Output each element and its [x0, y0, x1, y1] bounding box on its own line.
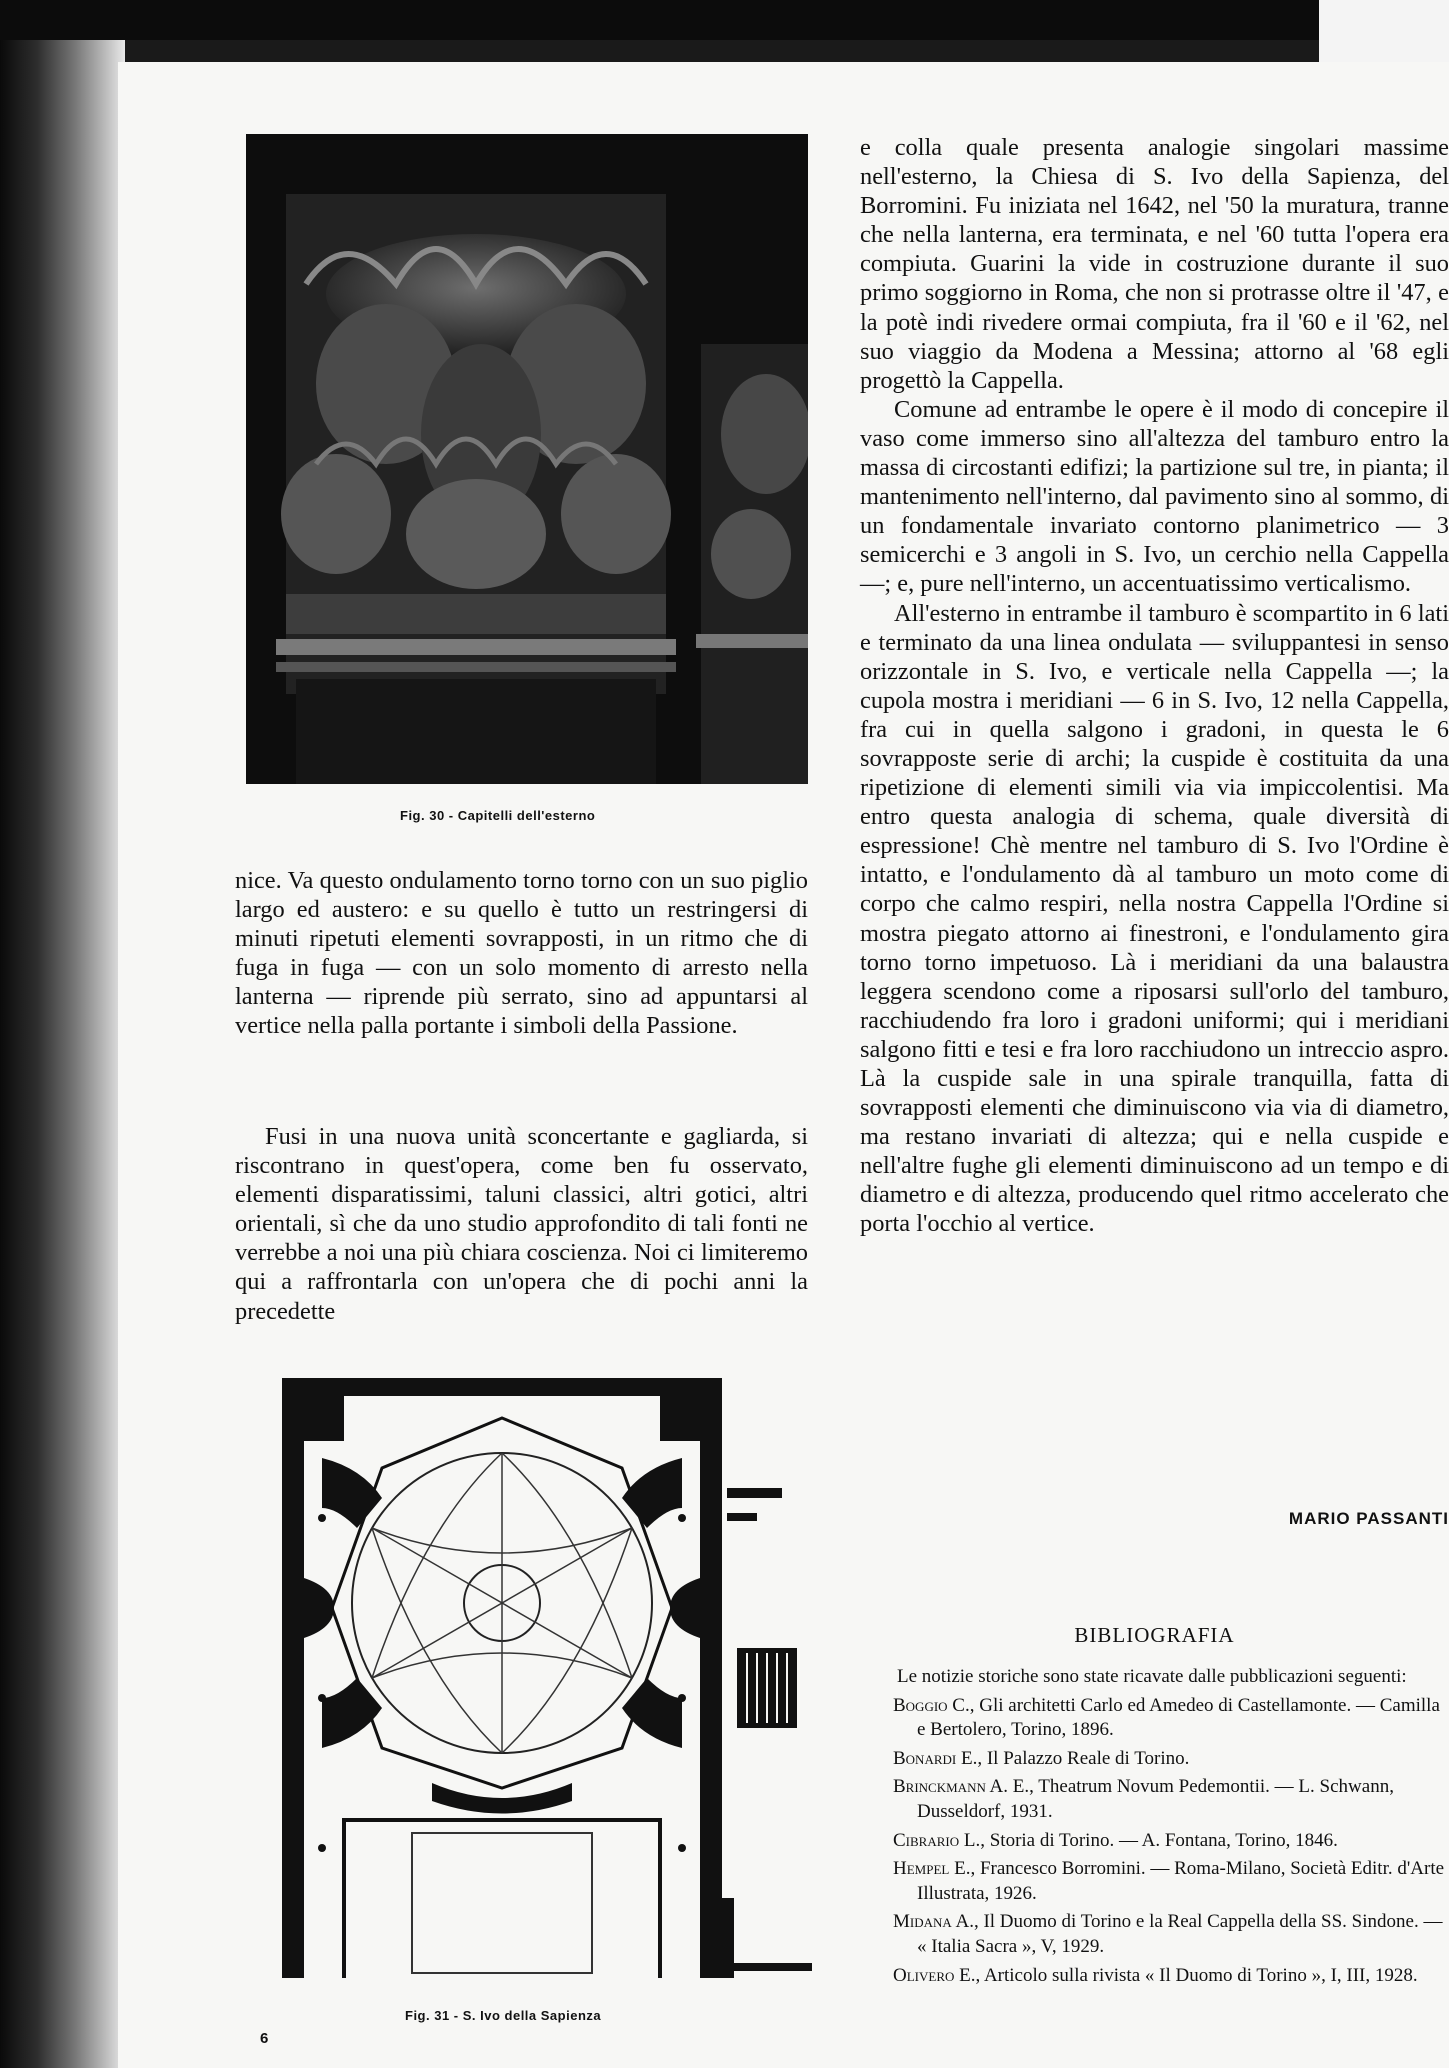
- bibliography-entry: [893, 1775, 1449, 1824]
- entry-details: , Theatrum Novum Pedemontii. — L. Schwann, Dusseldorf, 1931.: [917, 1776, 1394, 1822]
- book-spine-shadow: [0, 40, 125, 2068]
- capitals-photo: [246, 134, 808, 784]
- right-column: [860, 133, 1449, 1239]
- bibliography-list: [893, 1665, 1449, 1992]
- bibliography-intro: Le notizie storiche sono state ricavate dalle pubblicazioni seguenti:: [897, 1666, 1407, 1687]
- capitals-photo-image: [246, 134, 808, 784]
- paragraph-text: Comune ad entrambe le opere è il modo di concepire il vaso come immerso sino all'altezza del tamburo entro la massa di circostanti edifizi; la partizione sul tre, in pianta; il mantenimento nell'interno, dal pavimento sino al sommo, di un fondamentale invariato contorno planimetrico — 3 semicerchi e 3 angoli in S. Ivo, un cerchio nella Cappella —; e, pure nell'interno, un accentuatissimo verticalismo.: [860, 395, 1449, 598]
- entry-author: Boggio C.: [893, 1694, 970, 1716]
- adjacent-page-corner: [1319, 0, 1449, 62]
- entry-author: Bonardi E.: [893, 1747, 978, 1769]
- entry-author: Olivero E.: [893, 1964, 976, 1986]
- floor-plan-figure: [282, 1378, 827, 1988]
- entry-author: Cibrario L.: [893, 1829, 981, 1851]
- left-column-paragraph-1: [235, 866, 808, 1041]
- bibliography-entry: [893, 1829, 1449, 1854]
- paragraph-text: e colla quale presenta analogie singolari massime nell'esterno, la Chiesa di S. Ivo della Sapienza, del Borromini. Fu iniziata nel 1642, nel '50 la muratura, tranne che nella lanterna, era terminata, e nel '60 tutta l'opera era compiuta. Guarini la vide in costruzione durante il suo primo soggiorno in Roma, che non si protrasse oltre il '47, e la potè indi rivedere ormai compiuta, fra il '60 e il '62, nel suo viaggio da Modena a Messina; attorno al '68 egli progettò la Cappella.: [860, 134, 1449, 394]
- entry-details: , Gli architetti Carlo ed Amedeo di Castellamonte. — Camilla e Bertolero, Torino, 1896.: [917, 1694, 1440, 1741]
- paragraph-text: All'esterno in entrambe il tamburo è scompartito in 6 lati e terminato da una linea ondulata — sviluppantesi in senso orizzontale in S. Ivo, e verticale nella Cappella —; la cupola mostra i meridiani — 6 in S. Ivo, 12 nella Cappella, fra cui in quella salgono i gradoni, in questa le 6 sovrapposte serie di archi; la cuspide è costituita da una ripetizione di elementi simili via via impiccolentisi. Ma entro questa analogia di schema, quale diversità di espressione! Chè mentre nel tamburo di S. Ivo l'Ordine è intatto, e l'ondulamento dà al tamburo un moto come di corpo che calmo respiri, nella nostra Cappella l'Ordine si mostra piegato attorno ai finestroni, e l'ondulamento gira torno torno impetuoso. Là i meridiani da una balaustra leggera scendono come a riposarsi sull'orlo del tamburo, racchiudendo fra loro i gradoni uniformi; qui i meridiani salgono fitti e tesi e fra loro racchiudono un intreccio aspro. Là la cuspide sale in una spirale tranquilla, fatta di sovrapposti elementi che diminuiscono via via di diametro, ma restano invariati di altezza; qui e nella cuspide e nell'altre fughe gli elementi diminuiscono ad un tempo e di diametro e di altezza, producendo quel ritmo accelerato che porta l'occhio al vertice.: [860, 599, 1449, 1238]
- bibliography-entry: [893, 1694, 1449, 1743]
- entry-author: Brinckmann A. E.: [893, 1776, 1030, 1798]
- entry-author: Midana A.: [893, 1911, 974, 1933]
- floor-plan-drawing: [282, 1378, 827, 1988]
- entry-details: , Storia di Torino. — A. Fontana, Torino, 1846.: [980, 1829, 1338, 1851]
- entry-author: Hempel E.: [893, 1858, 971, 1880]
- entry-details: , Il Palazzo Reale di Torino.: [977, 1747, 1190, 1769]
- figure-caption-bottom: Fig. 31 - S. Ivo della Sapienza: [405, 2008, 602, 2023]
- bibliography-entry: [893, 1857, 1449, 1906]
- bibliography-entry: [893, 1910, 1449, 1959]
- bibliography-title: BIBLIOGRAFIA: [1074, 1623, 1235, 1647]
- entry-details: , Articolo sulla rivista « Il Duomo di Torino », I, III, 1928.: [975, 1964, 1418, 1986]
- paragraph-text: nice. Va questo ondulamento torno torno con un suo piglio largo ed austero: e su quello è tutto un restringersi di minuti ripetuti elementi sovrapposti, in un ritmo che di fuga in fuga — con un solo momento di arresto nella lanterna — riprende più serrato, sino ad appuntarsi al vertice nella palla portante i simboli della Passione.: [235, 867, 808, 1040]
- bibliography-entry: [893, 1747, 1449, 1772]
- left-column-paragraph-2: [235, 1122, 808, 1326]
- page-number: 6: [260, 2030, 269, 2047]
- author-signature: MARIO PASSANTI: [1288, 1509, 1449, 1528]
- entry-details: , Il Duomo di Torino e la Real Cappella della SS. Sindone. — « Italia Sacra », V, 1929.: [917, 1911, 1443, 1957]
- figure-caption-top: Fig. 30 - Capitelli dell'esterno: [400, 808, 596, 823]
- scan-top-border: [0, 0, 1449, 40]
- bibliography-entry: [893, 1964, 1449, 1989]
- entry-details: , Francesco Borromini. — Roma-Milano, Società Editr. d'Arte Illustrata, 1926.: [917, 1858, 1445, 1904]
- paragraph-text: Fusi in una nuova unità sconcertante e gagliarda, si riscontrano in quest'opera, come ben fu osservato, elementi disparatissimi, taluni classici, altri gotici, altri orientali, sì che da uno studio approfondito di tali fonti ne verrebbe a noi una più chiara coscienza. Noi ci limiteremo qui a raffrontarla con un'opera che di pochi anni la precedette: [235, 1123, 808, 1325]
